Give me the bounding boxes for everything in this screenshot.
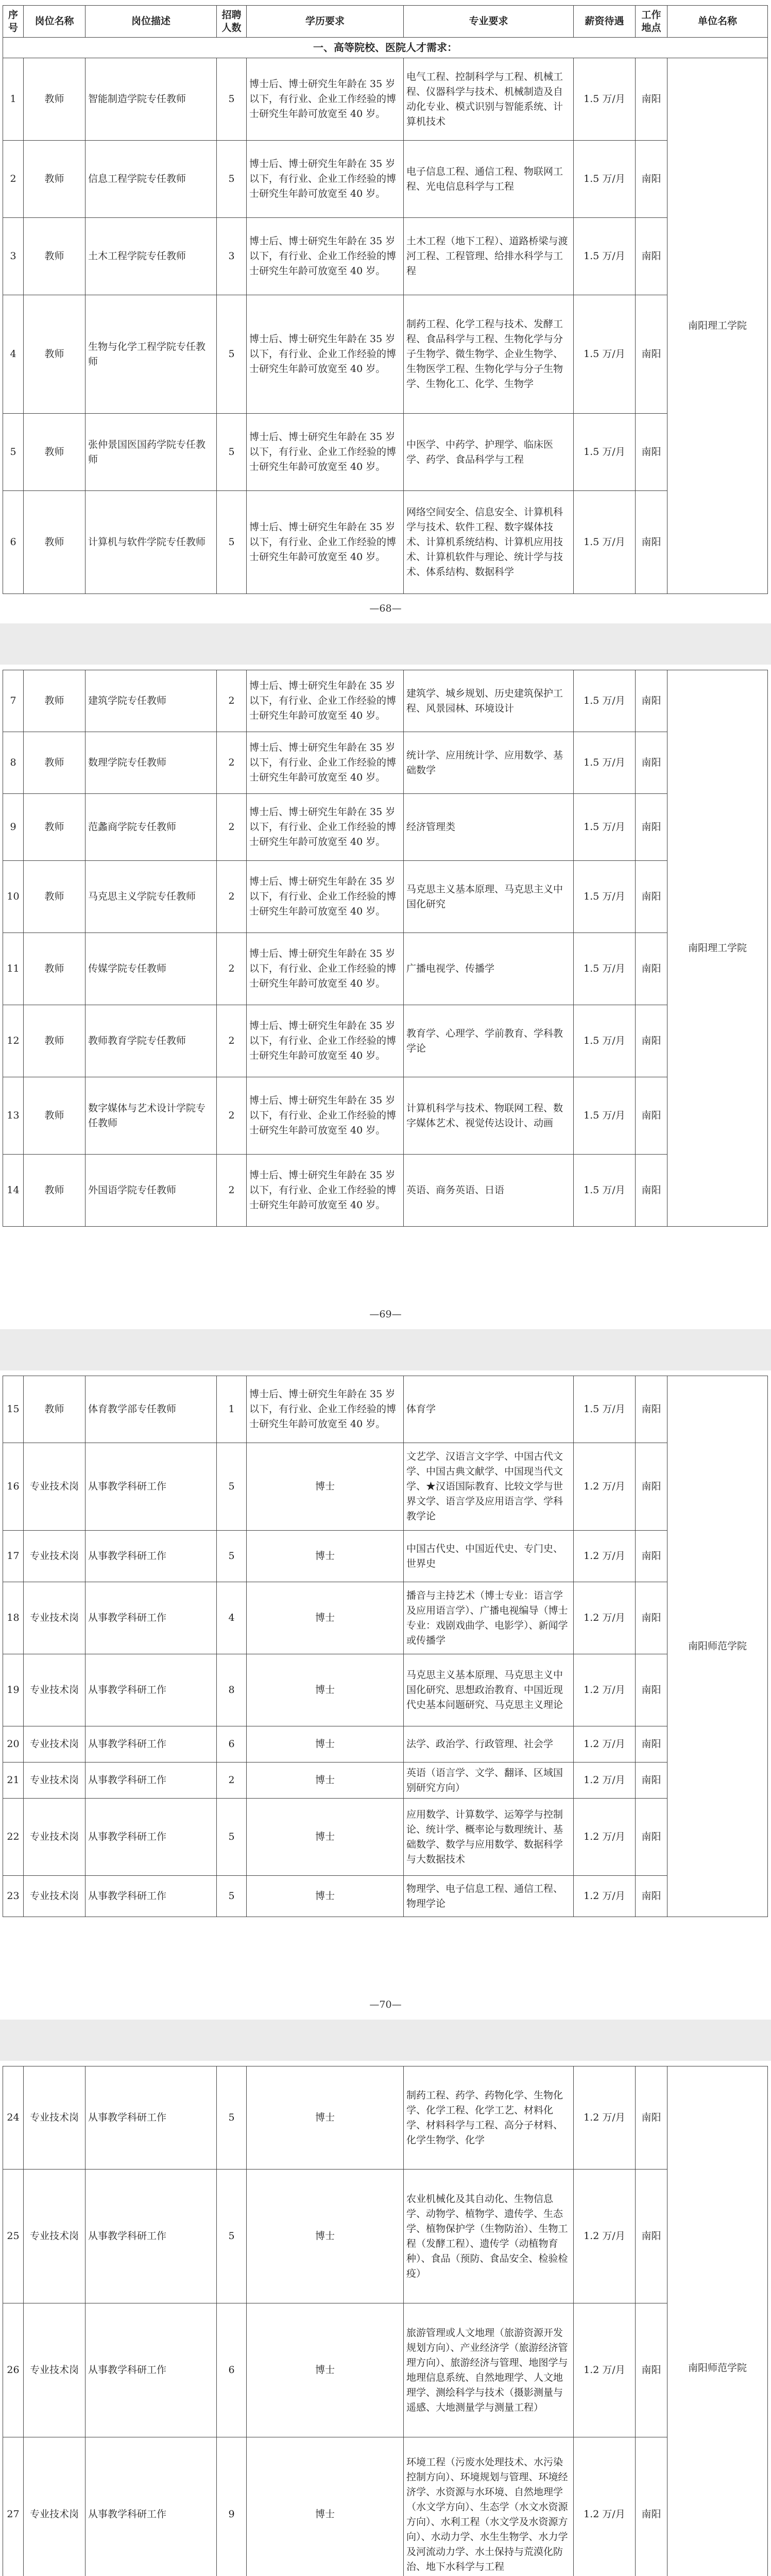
cell-major: 英语（语言学、文学、翻译、区域国别研究方向） <box>404 1762 574 1799</box>
cell-location: 南阳 <box>636 861 667 933</box>
cell-salary: 1.5 万/月 <box>574 58 636 141</box>
cell-count: 5 <box>217 58 247 141</box>
cell-description: 智能制造学院专任教师 <box>85 58 217 141</box>
table-row <box>3 218 768 295</box>
cell-position: 专业技术岗 <box>24 2066 85 2170</box>
cell-no: 16 <box>3 1443 24 1531</box>
cell-education: 博士后、博士研究生年龄在 35 岁以下，有行业、企业工作经验的博士研究生年龄可放宽至 40 岁。 <box>247 1005 404 1077</box>
cell-major: 建筑学、城乡规划、历史建筑保护工程、风景园林、环境设计 <box>404 670 574 732</box>
cell-no: 20 <box>3 1726 24 1762</box>
cell-position: 专业技术岗 <box>24 2170 85 2303</box>
cell-no: 23 <box>3 1876 24 1917</box>
table-row <box>3 861 768 933</box>
header-count: 招聘人数 <box>217 6 247 38</box>
cell-education: 博士后、博士研究生年龄在 35 岁以下，有行业、企业工作经验的博士研究生年龄可放宽至 40 岁。 <box>247 1077 404 1155</box>
cell-salary: 1.2 万/月 <box>574 1762 636 1799</box>
cell-salary: 1.2 万/月 <box>574 1654 636 1726</box>
cell-education: 博士 <box>247 1762 404 1799</box>
cell-count: 5 <box>217 1799 247 1876</box>
page-number: —69— <box>369 1309 402 1320</box>
cell-salary: 1.5 万/月 <box>574 1376 636 1443</box>
cell-location: 南阳 <box>636 1077 667 1155</box>
cell-education: 博士 <box>247 1582 404 1654</box>
header-location: 工作地点 <box>636 6 667 38</box>
cell-count: 5 <box>217 2170 247 2303</box>
page-separator <box>0 623 771 665</box>
recruitment-table-page-4 <box>3 2066 768 2576</box>
cell-count: 2 <box>217 933 247 1005</box>
cell-position: 教师 <box>24 141 85 218</box>
table-row <box>3 1155 768 1227</box>
cell-major: 网络空间安全、信息安全、计算机科学与技术、软件工程、数字媒体技术、计算机系统结构、计算机应用技术、计算机软件与理论、统计学与技术、体系结构、数据科学 <box>404 491 574 594</box>
cell-location: 南阳 <box>636 414 667 491</box>
cell-education: 博士后、博士研究生年龄在 35 岁以下，有行业、企业工作经验的博士研究生年龄可放宽至 40 岁。 <box>247 794 404 861</box>
recruitment-table-page-2 <box>3 670 768 1227</box>
cell-description: 从事教学科研工作 <box>85 1654 217 1726</box>
table-row <box>3 1376 768 1443</box>
cell-major: 英语、商务英语、日语 <box>404 1155 574 1227</box>
cell-description: 教师教育学院专任教师 <box>85 1005 217 1077</box>
cell-count: 5 <box>217 2066 247 2170</box>
cell-count: 3 <box>217 218 247 295</box>
section-title-row <box>3 38 768 58</box>
cell-no: 19 <box>3 1654 24 1726</box>
header-education: 学历要求 <box>247 6 404 38</box>
cell-no: 13 <box>3 1077 24 1155</box>
cell-education: 博士 <box>247 2437 404 2576</box>
cell-major: 中医学、中药学、护理学、临床医学、药学、食品科学与工程 <box>404 414 574 491</box>
cell-major: 法学、政治学、行政管理、社会学 <box>404 1726 574 1762</box>
cell-salary: 1.2 万/月 <box>574 1531 636 1582</box>
cell-location: 南阳 <box>636 670 667 732</box>
table-row <box>3 491 768 594</box>
cell-count: 5 <box>217 1876 247 1917</box>
cell-major: 计算机科学与技术、物联网工程、数字媒体艺术、视觉传达设计、动画 <box>404 1077 574 1155</box>
cell-position: 专业技术岗 <box>24 1531 85 1582</box>
cell-description: 从事教学科研工作 <box>85 1726 217 1762</box>
cell-description: 从事教学科研工作 <box>85 2437 217 2576</box>
cell-no: 15 <box>3 1376 24 1443</box>
cell-location: 南阳 <box>636 1531 667 1582</box>
cell-salary: 1.2 万/月 <box>574 1876 636 1917</box>
cell-major: 统计学、应用统计学、应用数学、基础数学 <box>404 732 574 794</box>
cell-position: 教师 <box>24 58 85 141</box>
cell-no: 24 <box>3 2066 24 2170</box>
table-row <box>3 1726 768 1762</box>
cell-no: 22 <box>3 1799 24 1876</box>
cell-count: 5 <box>217 1531 247 1582</box>
cell-position: 专业技术岗 <box>24 2437 85 2576</box>
cell-location: 南阳 <box>636 141 667 218</box>
cell-education: 博士后、博士研究生年龄在 35 岁以下，有行业、企业工作经验的博士研究生年龄可放宽至 40 岁。 <box>247 295 404 414</box>
cell-position: 专业技术岗 <box>24 1799 85 1876</box>
cell-education: 博士 <box>247 2066 404 2170</box>
cell-major: 广播电视学、传播学 <box>404 933 574 1005</box>
cell-position: 专业技术岗 <box>24 1762 85 1799</box>
cell-no: 18 <box>3 1582 24 1654</box>
cell-education: 博士后、博士研究生年龄在 35 岁以下，有行业、企业工作经验的博士研究生年龄可放宽至 40 岁。 <box>247 141 404 218</box>
cell-count: 2 <box>217 732 247 794</box>
cell-major: 电气工程、控制科学与工程、机械工程、仪器科学与技术、机械制造及自动化专业、模式识别与智能系统、计算机技术 <box>404 58 574 141</box>
cell-major: 农业机械化及其自动化、生物信息学、动物学、植物学、遗传学、生态学、植物保护学（生物防治）、生物工程（发酵工程）、遗传学（动植物育种）、食品（预防、食品安全、检验检疫） <box>404 2170 574 2303</box>
cell-location: 南阳 <box>636 1582 667 1654</box>
cell-no: 7 <box>3 670 24 732</box>
cell-no: 27 <box>3 2437 24 2576</box>
cell-major: 制药工程、化学工程与技术、发酵工程、食品科学与工程、生物化学与分子生物学、微生物学、企业生物学、生物医学工程、生物化学与分子生物学、生物化工、化学、生物学 <box>404 295 574 414</box>
cell-salary: 1.2 万/月 <box>574 2170 636 2303</box>
cell-count: 5 <box>217 1443 247 1531</box>
cell-no: 6 <box>3 491 24 594</box>
cell-location: 南阳 <box>636 1799 667 1876</box>
cell-location: 南阳 <box>636 732 667 794</box>
cell-position: 教师 <box>24 861 85 933</box>
cell-description: 土木工程学院专任教师 <box>85 218 217 295</box>
cell-no: 14 <box>3 1155 24 1227</box>
cell-salary: 1.5 万/月 <box>574 491 636 594</box>
cell-count: 2 <box>217 1762 247 1799</box>
cell-no: 21 <box>3 1762 24 1799</box>
cell-position: 教师 <box>24 295 85 414</box>
cell-description: 生物与化学工程学院专任教师 <box>85 295 217 414</box>
cell-location: 南阳 <box>636 2170 667 2303</box>
cell-major: 制药工程、药学、药物化学、生物化学、化学工程、化学工艺、材料化学、材料科学与工程、高分子材料、化学生物学、化学 <box>404 2066 574 2170</box>
cell-location: 南阳 <box>636 2437 667 2576</box>
cell-location: 南阳 <box>636 218 667 295</box>
page-separator <box>0 1329 771 1370</box>
header-salary: 薪资待遇 <box>574 6 636 38</box>
cell-location: 南阳 <box>636 1726 667 1762</box>
header-unit: 单位名称 <box>667 6 768 38</box>
cell-education: 博士后、博士研究生年龄在 35 岁以下，有行业、企业工作经验的博士研究生年龄可放宽至 40 岁。 <box>247 491 404 594</box>
recruitment-table-page-3 <box>3 1376 768 1917</box>
cell-position: 教师 <box>24 670 85 732</box>
cell-salary: 1.5 万/月 <box>574 1077 636 1155</box>
cell-no: 1 <box>3 58 24 141</box>
table-row <box>3 2066 768 2170</box>
section-title: 一、高等院校、医院人才需求： <box>3 38 768 58</box>
header-no: 序号 <box>3 6 24 38</box>
cell-salary: 1.2 万/月 <box>574 1582 636 1654</box>
cell-salary: 1.2 万/月 <box>574 1443 636 1531</box>
cell-education: 博士 <box>247 1531 404 1582</box>
cell-salary: 1.5 万/月 <box>574 794 636 861</box>
header-major: 专业要求 <box>404 6 574 38</box>
cell-education: 博士后、博士研究生年龄在 35 岁以下，有行业、企业工作经验的博士研究生年龄可放宽至 40 岁。 <box>247 1155 404 1227</box>
table-row <box>3 1762 768 1799</box>
cell-education: 博士后、博士研究生年龄在 35 岁以下，有行业、企业工作经验的博士研究生年龄可放宽至 40 岁。 <box>247 732 404 794</box>
cell-location: 南阳 <box>636 1654 667 1726</box>
cell-count: 8 <box>217 1654 247 1726</box>
cell-education: 博士后、博士研究生年龄在 35 岁以下，有行业、企业工作经验的博士研究生年龄可放宽至 40 岁。 <box>247 414 404 491</box>
cell-no: 25 <box>3 2170 24 2303</box>
cell-unit: 南阳师范学院 <box>667 1376 768 1917</box>
cell-no: 17 <box>3 1531 24 1582</box>
cell-major: 马克思主义基本原理、马克思主义中国化研究、思想政治教育、中国近现代史基本问题研究、马克思主义理论 <box>404 1654 574 1726</box>
cell-location: 南阳 <box>636 2066 667 2170</box>
table-row <box>3 1443 768 1531</box>
cell-salary: 1.5 万/月 <box>574 295 636 414</box>
cell-major: 中国古代史、中国近代史、专门史、世界史 <box>404 1531 574 1582</box>
cell-count: 5 <box>217 491 247 594</box>
cell-major: 体育学 <box>404 1376 574 1443</box>
cell-description: 数理学院专任教师 <box>85 732 217 794</box>
cell-salary: 1.2 万/月 <box>574 2437 636 2576</box>
cell-unit: 南阳理工学院 <box>667 58 768 594</box>
cell-no: 2 <box>3 141 24 218</box>
table-row <box>3 1876 768 1917</box>
cell-count: 4 <box>217 1582 247 1654</box>
cell-education: 博士后、博士研究生年龄在 35 岁以下，有行业、企业工作经验的博士研究生年龄可放宽至 40 岁。 <box>247 670 404 732</box>
table-header <box>3 6 768 38</box>
cell-description: 从事教学科研工作 <box>85 2170 217 2303</box>
cell-position: 教师 <box>24 732 85 794</box>
table-row <box>3 1654 768 1726</box>
cell-position: 专业技术岗 <box>24 1726 85 1762</box>
cell-major: 土木工程（地下工程）、道路桥梁与渡河工程、工程管理、给排水科学与工程 <box>404 218 574 295</box>
cell-salary: 1.5 万/月 <box>574 861 636 933</box>
cell-education: 博士 <box>247 2303 404 2437</box>
cell-education: 博士 <box>247 1799 404 1876</box>
table-row <box>3 414 768 491</box>
cell-description: 马克思主义学院专任教师 <box>85 861 217 933</box>
cell-major: 物理学、电子信息工程、通信工程、物理学论 <box>404 1876 574 1917</box>
table-row <box>3 1005 768 1077</box>
table-row <box>3 794 768 861</box>
cell-count: 2 <box>217 861 247 933</box>
cell-education: 博士 <box>247 1654 404 1726</box>
cell-unit: 南阳师范学院 <box>667 2066 768 2576</box>
cell-major: 旅游管理或人文地理（旅游资源开发规划方向）、产业经济学（旅游经济管理方向）、旅游经济与管理、地图学与地理信息系统、自然地理学、人文地理学、测绘科学与技术（摄影测量与遥感、大地测量学与测量工程） <box>404 2303 574 2437</box>
cell-location: 南阳 <box>636 1005 667 1077</box>
cell-no: 26 <box>3 2303 24 2437</box>
cell-description: 计算机与软件学院专任教师 <box>85 491 217 594</box>
cell-major: 经济管理类 <box>404 794 574 861</box>
cell-count: 5 <box>217 295 247 414</box>
cell-location: 南阳 <box>636 1762 667 1799</box>
cell-education: 博士后、博士研究生年龄在 35 岁以下，有行业、企业工作经验的博士研究生年龄可放宽至 40 岁。 <box>247 58 404 141</box>
cell-major: 教育学、心理学、学前教育、学科教学论 <box>404 1005 574 1077</box>
cell-salary: 1.5 万/月 <box>574 1005 636 1077</box>
cell-no: 4 <box>3 295 24 414</box>
cell-no: 11 <box>3 933 24 1005</box>
cell-description: 体育教学部专任教师 <box>85 1376 217 1443</box>
cell-count: 5 <box>217 414 247 491</box>
cell-location: 南阳 <box>636 1155 667 1227</box>
cell-position: 教师 <box>24 1155 85 1227</box>
cell-location: 南阳 <box>636 1376 667 1443</box>
table-row <box>3 2170 768 2303</box>
cell-education: 博士后、博士研究生年龄在 35 岁以下，有行业、企业工作经验的博士研究生年龄可放宽至 40 岁。 <box>247 933 404 1005</box>
cell-education: 博士后、博士研究生年龄在 35 岁以下，有行业、企业工作经验的博士研究生年龄可放宽至 40 岁。 <box>247 861 404 933</box>
cell-description: 从事教学科研工作 <box>85 1531 217 1582</box>
cell-description: 从事教学科研工作 <box>85 1799 217 1876</box>
cell-location: 南阳 <box>636 794 667 861</box>
cell-position: 专业技术岗 <box>24 1443 85 1531</box>
table-row <box>3 1077 768 1155</box>
table-row <box>3 58 768 141</box>
cell-description: 从事教学科研工作 <box>85 1582 217 1654</box>
cell-count: 2 <box>217 1155 247 1227</box>
table-row <box>3 732 768 794</box>
cell-no: 10 <box>3 861 24 933</box>
cell-description: 信息工程学院专任教师 <box>85 141 217 218</box>
cell-major: 文艺学、汉语言文字学、中国古代文学、中国古典文献学、中国现当代文学、★汉语国际教育、比较文学与世界文学、语言学及应用语言学、学科教学论 <box>404 1443 574 1531</box>
cell-count: 5 <box>217 141 247 218</box>
cell-description: 从事教学科研工作 <box>85 2303 217 2437</box>
table-row <box>3 670 768 732</box>
cell-education: 博士 <box>247 1876 404 1917</box>
table-row <box>3 1531 768 1582</box>
cell-position: 教师 <box>24 414 85 491</box>
cell-location: 南阳 <box>636 1876 667 1917</box>
cell-salary: 1.5 万/月 <box>574 670 636 732</box>
recruitment-table-page-1 <box>3 5 768 594</box>
cell-major: 环境工程（污废水处理技术、水污染控制方向）、环境规划与管理、环境经济学、水资源与水环境、自然地理学（水文学方向）、生态学（水文水资源方向）、水利工程（水文学及水资源方向）、水动力学、水生生物学、水力学及河流动力学、水土保持与荒漠化防治、地下水科学与工程 <box>404 2437 574 2576</box>
cell-education: 博士后、博士研究生年龄在 35 岁以下，有行业、企业工作经验的博士研究生年龄可放宽至 40 岁。 <box>247 218 404 295</box>
table-row <box>3 933 768 1005</box>
table-row <box>3 1582 768 1654</box>
cell-position: 专业技术岗 <box>24 1654 85 1726</box>
cell-description: 从事教学科研工作 <box>85 1443 217 1531</box>
cell-position: 专业技术岗 <box>24 1876 85 1917</box>
cell-position: 教师 <box>24 1376 85 1443</box>
cell-no: 9 <box>3 794 24 861</box>
cell-position: 教师 <box>24 1005 85 1077</box>
cell-description: 外国语学院专任教师 <box>85 1155 217 1227</box>
cell-position: 教师 <box>24 1077 85 1155</box>
cell-education: 博士后、博士研究生年龄在 35 岁以下，有行业、企业工作经验的博士研究生年龄可放宽至 40 岁。 <box>247 1376 404 1443</box>
header-position: 岗位名称 <box>24 6 85 38</box>
cell-salary: 1.5 万/月 <box>574 732 636 794</box>
table-row <box>3 1799 768 1876</box>
cell-major: 马克思主义基本原理、马克思主义中国化研究 <box>404 861 574 933</box>
cell-description: 张仲景国医国药学院专任教师 <box>85 414 217 491</box>
cell-count: 2 <box>217 794 247 861</box>
cell-count: 9 <box>217 2437 247 2576</box>
table-row <box>3 141 768 218</box>
cell-unit: 南阳理工学院 <box>667 670 768 1227</box>
cell-description: 从事教学科研工作 <box>85 2066 217 2170</box>
cell-position: 教师 <box>24 794 85 861</box>
cell-no: 5 <box>3 414 24 491</box>
cell-salary: 1.5 万/月 <box>574 1155 636 1227</box>
cell-count: 6 <box>217 1726 247 1762</box>
cell-count: 6 <box>217 2303 247 2437</box>
cell-salary: 1.2 万/月 <box>574 1799 636 1876</box>
cell-description: 从事教学科研工作 <box>85 1762 217 1799</box>
cell-count: 2 <box>217 1077 247 1155</box>
header-description: 岗位描述 <box>85 6 217 38</box>
cell-position: 专业技术岗 <box>24 2303 85 2437</box>
cell-count: 2 <box>217 1005 247 1077</box>
page-number: —70— <box>369 1999 402 2010</box>
cell-position: 教师 <box>24 218 85 295</box>
cell-no: 8 <box>3 732 24 794</box>
cell-location: 南阳 <box>636 2303 667 2437</box>
cell-count: 1 <box>217 1376 247 1443</box>
cell-location: 南阳 <box>636 1443 667 1531</box>
cell-no: 3 <box>3 218 24 295</box>
table-row <box>3 295 768 414</box>
cell-salary: 1.5 万/月 <box>574 933 636 1005</box>
cell-position: 教师 <box>24 491 85 594</box>
cell-no: 12 <box>3 1005 24 1077</box>
cell-major: 电子信息工程、通信工程、物联网工程、光电信息科学与工程 <box>404 141 574 218</box>
cell-description: 建筑学院专任教师 <box>85 670 217 732</box>
cell-major: 播音与主持艺术（博士专业：语言学及应用语言学）、广播电视编导（博士专业：戏剧戏曲学、电影学）、新闻学或传播学 <box>404 1582 574 1654</box>
cell-salary: 1.2 万/月 <box>574 1726 636 1762</box>
cell-location: 南阳 <box>636 58 667 141</box>
cell-count: 2 <box>217 670 247 732</box>
cell-location: 南阳 <box>636 491 667 594</box>
cell-location: 南阳 <box>636 933 667 1005</box>
cell-position: 教师 <box>24 933 85 1005</box>
cell-major: 应用数学、计算数学、运筹学与控制论、统计学、概率论与数理统计、基础数学、数学与应用数学、数据科学与大数据技术 <box>404 1799 574 1876</box>
cell-description: 传媒学院专任教师 <box>85 933 217 1005</box>
cell-education: 博士 <box>247 2170 404 2303</box>
cell-salary: 1.2 万/月 <box>574 2066 636 2170</box>
cell-location: 南阳 <box>636 295 667 414</box>
cell-description: 范蠡商学院专任教师 <box>85 794 217 861</box>
cell-description: 数字媒体与艺术设计学院专任教师 <box>85 1077 217 1155</box>
page-number: —68— <box>369 603 402 614</box>
cell-education: 博士 <box>247 1443 404 1531</box>
page-separator <box>0 2020 771 2061</box>
table-row <box>3 2437 768 2576</box>
cell-position: 专业技术岗 <box>24 1582 85 1654</box>
cell-salary: 1.5 万/月 <box>574 414 636 491</box>
cell-salary: 1.5 万/月 <box>574 141 636 218</box>
cell-education: 博士 <box>247 1726 404 1762</box>
cell-description: 从事教学科研工作 <box>85 1876 217 1917</box>
cell-salary: 1.5 万/月 <box>574 218 636 295</box>
cell-salary: 1.2 万/月 <box>574 2303 636 2437</box>
table-row <box>3 2303 768 2437</box>
